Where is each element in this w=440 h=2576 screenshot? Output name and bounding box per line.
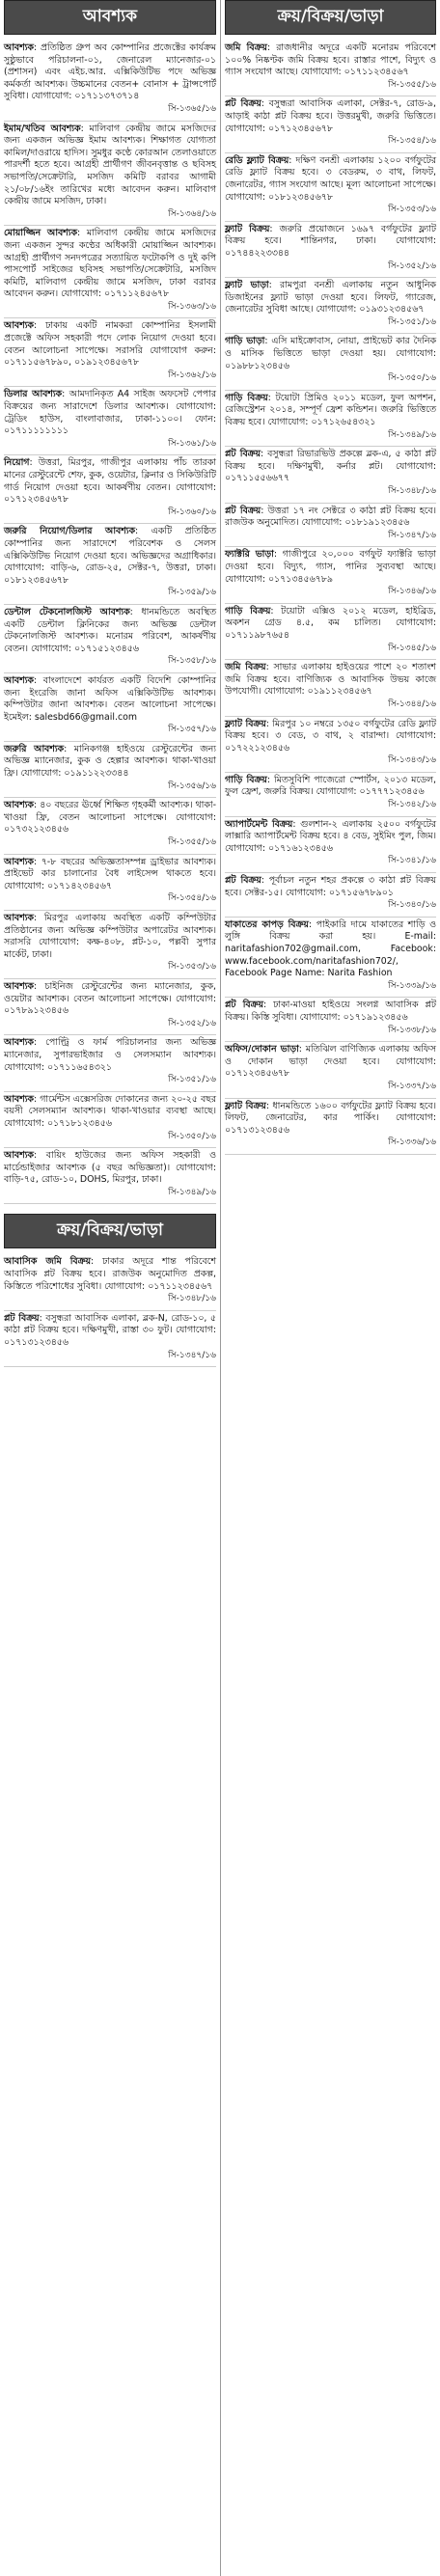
ad-body: : বসুন্ধরা আবাসিক এলাকা, সেক্টর-৭, রোড-৯, আড়াই কাঠা প্লট বিক্রয় হবে। উত্তরমুখী, জরুরি ভিত্তিতে। যোগাযোগ: ০১৭১২৩৪৫৬৭৮ [225, 98, 436, 134]
ad-body: : রাজধানীর অদূরে একটি মনোরম পরিবেশে ১০০% নিষ্কণ্টক জমি বিক্রয় হবে। রাস্তার পাশে, বিদ্যুৎ ও গ্যাস সংযোগ আছে। যোগাযোগ: ০১৭১১২৩৪৫৬৭ [225, 42, 436, 78]
classified-ad [4, 979, 216, 1035]
ad-body: : গুলশান-২ এলাকায় ২৫০০ বর্গফুটের লাক্সারি অ্যাপার্টমেন্ট বিক্রয় হবে। ৪ বেড, সুইমিং পুল, জিম। যোগাযোগ: ০১৭১৬১২৩৪৫৬ [225, 818, 436, 854]
ad-title: প্লট বিক্রয় [225, 505, 261, 516]
ad-title: আবশ্যক [4, 913, 34, 923]
ad-title: ফ্যাক্টরি ভাড়া [225, 549, 274, 561]
ad-title: প্লট বিক্রয় [4, 1312, 40, 1324]
ad-reference: সি-১৩৫৩/১৬ [388, 205, 436, 215]
classified-ad [4, 41, 216, 122]
ad-reference: সি-১৩৫৪/১৬ [168, 893, 216, 904]
ad-body: : পাইকারি দামে যাকাতের শাড়ি ও লুঙ্গি বিক্রয় করা হয়। E-mail: naritafashion702@gmail.com, Facebook: www.facebook.com/naritafashion702/, Facebook Page Name: Narita Fashion [225, 918, 436, 979]
ad-reference: সি-১৩৪০/১৬ [388, 900, 436, 911]
ad-title: প্লট বিক্রয় [225, 1000, 263, 1011]
classified-ad [4, 318, 216, 387]
ad-body: : মানিকগঞ্জ হাইওয়ে রেস্টুরেন্টের জন্য অভিজ্ঞ ম্যানেজার, কুক ও হেল্পার আবশ্যক। থাকা-খাওয়া ফ্রি। যোগাযোগ: ০১৯১১২২৩৩৪৪ [4, 743, 216, 780]
ad-reference: সি-১৩৫২/১৬ [388, 260, 436, 271]
ad-title: জরুরি আবশ্যক [4, 743, 65, 754]
ad-reference: সি-১৩৬২/১৬ [168, 370, 216, 380]
ad-body: : মালিবাগ কেন্দ্রীয় জামে মসজিদের জন্য একজন সুন্দর কণ্ঠের অধিকারী মোয়াজ্জিন আবশ্যক। আগ্রহী প্রার্থীগণ সনদপত্রের সত্যায়িত ফটোকপি ও দুই কপি পাসপোর্ট সাইজের ছবিসহ সভাপতি/সেক্রেটারি, মসজিদ কমিটি, মালিবাগ কেন্দ্রীয় জামে মসজিদ, ঢাকা বরাবর আবেদন করুন। যোগাযোগ: ০১৭১১২৪৫৬৭৮ [4, 228, 217, 300]
classified-ad [4, 524, 216, 605]
ad-reference: সি-১৩৪৯/১৬ [168, 1187, 216, 1197]
classified-ad [225, 660, 436, 716]
classified-ad [4, 1254, 216, 1310]
classified-ad [225, 547, 436, 603]
ad-title: গাড়ি ভাড়া [225, 336, 265, 347]
ad-reference: সি-১৩৬৪/১৬ [168, 208, 216, 219]
ad-body: : মিরপুর ১০ নম্বরে ১৩৫০ বর্গফুটের রেডি ফ্ল্যাট বিক্রয় হবে। ৩ বেড, ৩ বাথ, ২ বারান্দা। যোগাযোগ: ০১৭২২১২৩৪৫৬ [225, 718, 436, 754]
ad-title: ফ্ল্যাট বিক্রয় [225, 718, 266, 729]
ad-reference: সি-১৩৬৫/১৬ [168, 103, 216, 114]
ad-body: : টয়োটা এক্সিও ২০১২ মডেল, হাইব্রিড, অকশন গ্রেড ৪.৫, কম চালিত। যোগাযোগ: ০১৭১১৯৮৭৬৫৪ [225, 605, 436, 641]
ad-reference: সি-১৩৪৫/১৬ [388, 643, 436, 653]
ad-reference: সি-১৩৪২/১৬ [388, 800, 436, 810]
ad-body: : জরুরি প্রয়োজনে ১৬৯৭ বর্গফুটের ফ্ল্যাট বিক্রয় হবে। শান্তিনগর, ঢাকা। যোগাযোগ: ০১৭৪৪২২৩৩৪৪ [225, 223, 436, 259]
ad-title: ফ্ল্যাট বিক্রয় [225, 223, 270, 234]
classified-ad [4, 605, 216, 673]
classified-ad [225, 817, 436, 873]
ad-reference: সি-১৩৪৯/১৬ [388, 429, 436, 440]
ad-title: অফিস/দোকান ভাড়া [225, 1044, 299, 1055]
classified-ad [4, 855, 216, 911]
ad-reference: সি-১৩৪৭/১৬ [168, 1350, 216, 1360]
ad-title: আবশ্যক [4, 1037, 34, 1049]
ad-reference: সি-১৩৬১/১৬ [168, 438, 216, 449]
ad-body: : দক্ষিণ বনশ্রী এলাকায় ১২০০ বর্গফুটের রেডি ফ্ল্যাট বিক্রয় হবে। ৩ বেডরুম, ৩ বাথ, লিফট, জেনারেটর, গ্যাস সংযোগ আছে। মূল্য আলোচনা সাপেক্ষে। যোগাযোগ: ০১৮১২৩৪৫৬৭৮ [225, 154, 436, 203]
classified-ad [4, 1311, 216, 1367]
ad-body: : একটি প্রতিষ্ঠিত কোম্পানির জন্য সারাদেশে পরিবেশক ও সেলস এক্সিকিউটিভ নিয়োগ দেওয়া হবে। অভিজ্ঞদের অগ্রাধিকার। যোগাযোগ: বাড়ি-৬, রোড-২৫, সেক্টর-৭, উত্তরা, ঢাকা। ০১৮১২৩৪৫৬৭৮ [4, 526, 216, 586]
classified-ad [225, 278, 436, 334]
ad-reference: সি-১৩৩৯/১৬ [388, 980, 436, 991]
ad-body: : ধানমন্ডিতে অবস্থিত একটি ডেন্টাল ক্লিনিকের জন্য অভিজ্ঞ ডেন্টাল টেকনোলজিস্ট আবশ্যক। মনোরম পরিবেশ, আকর্ষণীয় বেতন। যোগাযোগ: ০১৭১৫১২৩৪৫৬ [4, 606, 216, 654]
ad-body: : মিতসুবিশি পাজেরো স্পোর্টস, ২০১৩ মডেল, ফুল ফ্রেশ, জরুরি বিক্রয়। যোগাযোগ: ০১৭৭৭১২৩৪৫৬ [225, 774, 436, 798]
classified-ad [225, 334, 436, 390]
classified-ad [225, 96, 436, 152]
classified-ad [4, 742, 216, 798]
ad-title: আবশ্যক [4, 856, 34, 867]
ad-reference: সি-১৩৫২/১৬ [168, 1018, 216, 1028]
classified-ad [225, 918, 436, 999]
ad-reference: সি-১৩৩৭/১৬ [388, 1081, 436, 1091]
ad-title: জমি বিক্রয় [225, 42, 267, 53]
left-ad-list [4, 41, 216, 1204]
ad-body: : আমদানিকৃত A4 সাইজ অফসেট পেপার বিক্রয়ের জন্য সারাদেশে ডিলার আবশ্যক। যোগাযোগ: ট্রেডিং হাউস, বাংলাবাজার, ঢাকা-১১০০। ফোন: ০১৭১১১১১১১১ [4, 389, 216, 437]
ad-title: আবশ্যক [4, 800, 34, 811]
ad-title: আবশ্যক [4, 980, 34, 992]
classified-ad [4, 455, 216, 524]
classified-ad [4, 798, 216, 854]
section-header-jobs: আবশ্যক [4, 0, 216, 35]
ad-title: রেডি ফ্ল্যাট বিক্রয় [225, 154, 289, 166]
ad-reference: সি-১৩৫৮/১৬ [168, 656, 216, 667]
ad-reference: সি-১৩৫০/১৬ [168, 1131, 216, 1141]
ad-body: : বাংলাদেশে কার্যরত একটি বিদেশি কোম্পানির জন্য ইংরেজি জানা অফিস এক্সিকিউটিভ আবশ্যক। কম্পিউটার জানা আবশ্যক। বেতন আলোচনা সাপেক্ষে। ইমেইল: salesbd66@gmail.com [4, 674, 216, 723]
ad-title: আবশ্যক [4, 674, 34, 686]
ad-body: : সাভার এলাকায় হাইওয়ের পাশে ২০ শতাংশ জমি বিক্রয় হবে। বাণিজ্যিক ও আবাসিক উভয় কাজে উপযোগী। যোগাযোগ: ০১৯১১২৩৪৫৬৭ [225, 662, 436, 698]
ad-body: : গার্মেন্টস এক্সেসরিজ দোকানের জন্য ২০-২৫ বছর বয়সী সেলসম্যান আবশ্যক। থাকা-খাওয়ার ব্যবস্থা আছে। যোগাযোগ: ০১৭১৮১২৩৪৫৬ [4, 1093, 216, 1129]
ad-reference: সি-১৩৪৮/১৬ [388, 486, 436, 496]
ad-title: ইমাম/খতিব আবশ্যক [4, 123, 81, 134]
ad-title: আবশ্যক [4, 1150, 34, 1162]
ad-body: : এসি মাইক্রোবাস, নোয়া, প্রাইভেট কার দৈনিক ও মাসিক ভিত্তিতে ভাড়া দেওয়া হয়। যোগাযোগ: ০১৯৮৮১২৩৪৫৬ [225, 336, 437, 371]
classified-ad [225, 873, 436, 918]
ad-title: নিয়োগ [4, 457, 30, 469]
classified-ad [225, 998, 436, 1042]
ad-reference: সি-১৩৬৩/১৬ [168, 301, 216, 312]
ad-title: ফ্ল্যাট বিক্রয় [225, 1100, 266, 1111]
section-header-buy-sell-right: ক্রয়/বিক্রয়/ভাড়া [225, 0, 436, 35]
ad-body: : টয়োটা প্রিমিও ২০১১ মডেল, ফুল অপশন, রেজিস্ট্রেশন ২০১৪, সম্পূর্ণ ফ্রেশ কন্ডিশন। জরুরি ভিত্তিতে বিক্রয় হবে। যোগাযোগ: ০১৭১২৬৫৪৩২১ [225, 392, 436, 428]
ad-title: আবশ্যক [4, 1093, 34, 1105]
classified-ad [4, 1092, 216, 1148]
ad-reference: সি-১৩৪৭/১৬ [388, 530, 436, 540]
ad-body: : মতিঝিল বাণিজ্যিক এলাকায় অফিস ও দোকান ভাড়া দেওয়া হবে। যোগাযোগ: ০১৭১২৩৪৫৬৭৮ [225, 1044, 436, 1080]
ad-reference: সি-১৩৪৩/১৬ [388, 755, 436, 766]
ad-body: : রামপুরা বনশ্রী এলাকায় নতুন আধুনিক ডিজাইনের ফ্ল্যাট ভাড়া দেওয়া হবে। লিফট, গ্যারেজ, জেনারেটর সুবিধা আছে। যোগাযোগ: ০১৯৩১২৩৪৫৬৭ [225, 280, 436, 315]
ad-title: প্লট বিক্রয় [225, 98, 261, 110]
ad-body: : ঢাকা-মাওয়া হাইওয়ে সংলগ্ন আবাসিক প্লট বিক্রয়। কিস্তি সুবিধা। যোগাযোগ: ০১৭১৯১২৩৪৫৬ [225, 1000, 436, 1023]
ad-body: : ৪০ বছরের ঊর্ধ্বে শিক্ষিত গৃহকর্মী আবশ্যক। থাকা-খাওয়া ফ্রি, বেতন আলোচনা সাপেক্ষে। যোগাযোগ: ০১৭৩২১২৩৪৫৬ [4, 800, 216, 836]
left-bottom-ad-list [4, 1254, 216, 1367]
right-ad-list [225, 41, 436, 1155]
ad-body: : ঢাকায় একটি নামকরা কোম্পানির ইসলামী প্রজেক্টে অফিস সহকারী পদে লোক নিয়োগ দেওয়া হবে। বেতন আলোচনা সাপেক্ষে। সরাসরি যোগাযোগ করুন: ০১৭১১৫৬৭৮৯০, ০১৯১২৩৪৫৬৭৮ [4, 320, 216, 369]
ad-body: : পোল্ট্রি ও ফার্ম পরিচালনার জন্য অভিজ্ঞ ম্যানেজার, সুপারভাইজার ও সেলসম্যান আবশ্যক। যোগাযোগ: ০১৭১১৬৫৪৩২১ [4, 1037, 216, 1073]
ad-reference: সি-১৩৫৭/১৬ [168, 725, 216, 735]
ad-title: প্লট বিক্রয় [225, 875, 261, 887]
ad-title: প্লট বিক্রয় [225, 449, 261, 460]
classified-ad [4, 122, 216, 227]
ad-title: ডিলার আবশ্যক [4, 389, 63, 400]
ad-reference: সি-১৩৫৩/১৬ [168, 962, 216, 973]
ad-body: : পূর্বাচল নতুন শহর প্রকল্পে ৩ কাঠা প্লট বিক্রয় হবে। সেক্টর-১৫। যোগাযোগ: ০১৭১৫৬৭৮৯০১ [225, 875, 436, 898]
ad-body: : বায়িং হাউজের জন্য অফিস সহকারী ও মার্চেন্ডাইজার আবশ্যক (৫ বছর অভিজ্ঞতা)। যোগাযোগ: বাড়ি-৭৫, রোড-১০, DOHS, মিরপুর, ঢাকা। [4, 1150, 216, 1186]
ad-reference: সি-১৩৪৬/১৬ [388, 587, 436, 597]
classified-ad [225, 773, 436, 817]
ad-reference: সি-১৩৫৬/১৬ [168, 781, 216, 791]
ad-body: : ধানমন্ডিতে ১৬০০ বর্গফুটের ফ্ল্যাট বিক্রয় হবে। লিফট, জেনারেটর, কার পার্কিং। যোগাযোগ: ০১৭১৩১২৩৪৫৬ [225, 1100, 437, 1136]
classified-ad [4, 226, 216, 318]
ad-body: : মিরপুর এলাকায় অবস্থিত একটি কম্পিউটার প্রতিষ্ঠানের জন্য অভিজ্ঞ কম্পিউটার অপারেটর আবশ্যক। সরাসরি যোগাযোগ: কক্ষ-৪০৮, প্লট-১০, পল্লবী সুপার মার্কেট, ঢাকা। [4, 913, 216, 960]
classified-ad [225, 153, 436, 222]
classified-ad [4, 911, 216, 979]
ad-title: আবাসিক জমি বিক্রয় [4, 1256, 91, 1268]
ad-reference: সি-১৩৫৫/১৬ [388, 79, 436, 90]
ad-reference: সি-১৩৩৮/১৬ [388, 1025, 436, 1035]
ad-body: : বসুন্ধরা রিভারভিউ প্রকল্পে ব্লক-এ, ৫ কাঠা প্লট বিক্রয় হবে। দক্ষিণমুখী, কর্নার প্লট। যোগাযোগ: ০১৭১১৫৫৬৬৭৭ [225, 449, 436, 484]
ad-reference: সি-১৩৫০/১৬ [388, 373, 436, 384]
ad-body: : ৭-৮ বছরের অভিজ্ঞতাসম্পন্ন ড্রাইভার আবশ্যক। প্রাইভেট কার চালানোর বৈধ লাইসেন্স থাকতে হবে। যোগাযোগ: ০১৭১৪২৩৪৫৬৭ [4, 856, 216, 891]
ad-body: : প্রতিষ্ঠিত গ্রুপ অব কোম্পানির প্রজেক্টের কার্যক্রম সুষ্ঠুভাবে পরিচালনা-০১, জেনারেল ম্যানেজার-০১ (প্রশাসন) এবং এইচ.আর. এক্সিকিউটিভ পদে অভিজ্ঞ কর্মকর্তা আবশ্যক। উচ্চমানের বেতন+ বোনাস + ট্রান্সপোর্ট সুবিধা। যোগাযোগ: ০১৭১১৩৭৩৭১৪ [4, 42, 216, 102]
classified-ad [4, 673, 216, 742]
ad-reference: সি-১৩৬০/১৬ [168, 507, 216, 517]
ad-reference: সি-১৩৩৬/১৬ [388, 1137, 436, 1148]
classified-ad [225, 222, 436, 278]
ad-reference: সি-১৩৪১/১৬ [388, 856, 436, 866]
ad-body: : উত্তরা, মিরপুর, গাজীপুর এলাকায় পাঁচ তারকা মানের রেস্টুরেন্টে শেফ, কুক, ওয়েটার, ক্লিনার ও সিকিউরিটি গার্ড নিয়োগ দেওয়া হবে। আকর্ষণীয় বেতন। যোগাযোগ: ০১৭১২৩৪৫৬৭৮ [4, 457, 216, 506]
classified-ad [225, 717, 436, 773]
ad-title: আবশ্যক [4, 320, 34, 332]
ad-reference: সি-১৩৫৯/১৬ [168, 588, 216, 598]
classified-ad [225, 604, 436, 660]
classified-ad [225, 504, 436, 548]
ad-title: জমি বিক্রয় [225, 662, 266, 673]
ad-body: : গাজীপুরে ২০,০০০ বর্গফুট ফ্যাক্টরি ভাড়া দেওয়া হবে। বিদ্যুৎ, গ্যাস, পানির সুব্যবস্থা আছে। যোগাযোগ: ০১৭১৩৪৫৬৭৮৯ [225, 549, 436, 585]
ad-body: : মালিবাগ কেন্দ্রীয় জামে মসজিদের জন্য একজন অভিজ্ঞ ইমাম আবশ্যক। শিক্ষাগত যোগ্যতা কামিল/দাওরায়ে হাদিস। সুমধুর কণ্ঠে কোরআন তেলাওয়াতে পারদর্শী হতে হবে। আগ্রহী প্রার্থীগণ জীবনবৃত্তান্ত ও ছবিসহ সভাপতি/সেক্রেটারি, মসজিদ কমিটি বরাবর আগামী ২১/০৮/১৬ইং তারিখের মধ্যে আবেদন করুন। মালিবাগ কেন্দ্রীয় জামে মসজিদ, ঢাকা। [4, 123, 217, 207]
classified-ad [4, 1035, 216, 1091]
ad-reference: সি-১৩৫১/১৬ [388, 316, 436, 327]
ad-reference: সি-১৩৪৪/১৬ [388, 699, 436, 709]
classified-ad [225, 1042, 436, 1098]
ad-reference: সি-১৩৫৫/১৬ [168, 837, 216, 848]
ad-body: : চাইনিজ রেস্টুরেন্টের জন্য ম্যানেজার, কুক, ওয়েটার আবশ্যক। বেতন আলোচনা সাপেক্ষে। যোগাযোগ: ০১৭৮৯১২৩৪৫৬ [4, 980, 216, 1017]
ad-title: অ্যাপার্টমেন্ট বিক্রয় [225, 818, 293, 830]
ad-title: আবশ্যক [4, 42, 34, 53]
ad-title: ডেন্টাল টেকনোলজিস্ট আবশ্যক [4, 606, 130, 617]
ad-title: গাড়ি বিক্রয় [225, 605, 271, 617]
ad-body: : ঢাকার অদূরে শান্ত পরিবেশে আবাসিক প্লট বিক্রয় হবে। রাজউক অনুমোদিত প্রকল্প, কিস্তিতে পরিশোধের সুবিধা। যোগাযোগ: ০১৭১১২৩৪৫৬৭ [4, 1256, 216, 1292]
section-header-buy-sell: ক্রয়/বিক্রয়/ভাড়া [4, 1214, 216, 1248]
ad-reference: সি-১৩৫১/১৬ [168, 1075, 216, 1085]
ad-reference: সি-১৩৪৮/১৬ [168, 1294, 216, 1304]
ad-title: ফ্ল্যাট ভাড়া [225, 280, 269, 291]
ad-title: মোয়াজ্জিন আবশ্যক [4, 228, 78, 239]
ad-title: জরুরি নিয়োগ/ডিলার আবশ্যক [4, 526, 136, 537]
ad-title: গাড়ি বিক্রয় [225, 392, 268, 403]
classified-ad [225, 41, 436, 96]
classified-ad [225, 1099, 436, 1155]
classified-ad [225, 391, 436, 447]
classified-ad [4, 1148, 216, 1204]
ad-body: : বসুন্ধরা আবাসিক এলাকা, ব্লক-N, রোড-১০, ৫ কাঠা প্লট বিক্রয় হবে। দক্ষিণমুখী, রাস্তা ৩০ ফুট। যোগাযোগ: ০১৭১৩১২৩৪৫৬ [4, 1312, 216, 1349]
ad-title: যাকাতের কাপড় বিক্রয় [225, 918, 309, 930]
ad-reference: সি-১৩৫৪/১৬ [388, 136, 436, 147]
column-right [220, 0, 440, 2576]
ad-title: গাড়ি বিক্রয় [225, 774, 267, 785]
classified-ad [225, 447, 436, 503]
classified-ad [4, 387, 216, 455]
ad-body: : উত্তরা ১৭ নং সেক্টরে ৩ কাঠা প্লট বিক্রয় হবে। রাজউক অনুমোদিত। যোগাযোগ: ০১৮১৯১২৩৪৫৬ [225, 505, 436, 529]
